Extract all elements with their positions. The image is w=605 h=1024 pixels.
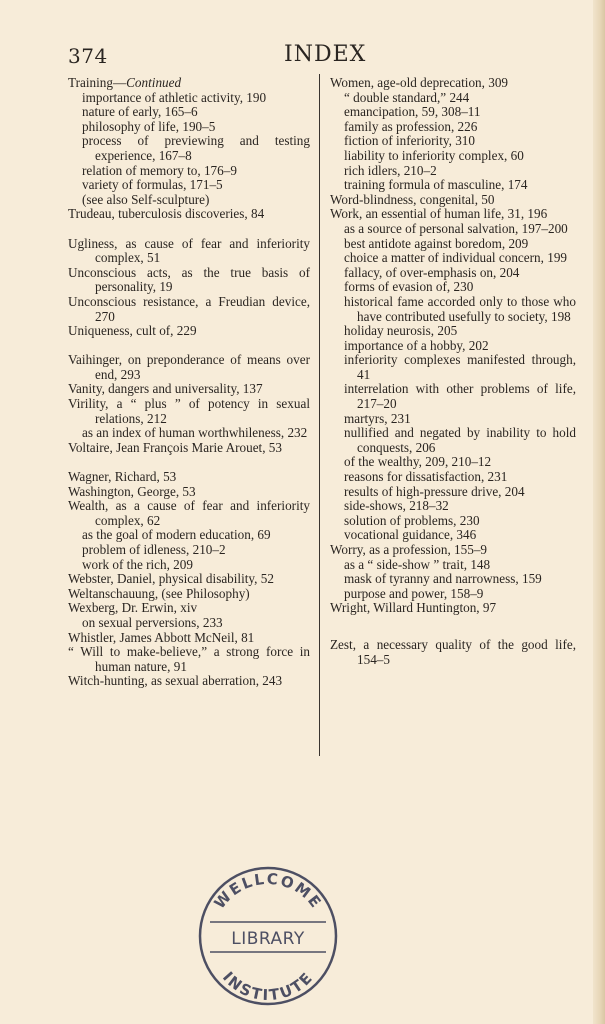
index-entry	[68, 587, 310, 602]
entry-text: historical fame accorded only to those who have contributed usefully to society, 198	[344, 293, 576, 324]
stamp-bottom-text: INSTITUTE	[219, 968, 318, 1005]
index-entry	[330, 543, 576, 558]
index-entry	[330, 193, 576, 208]
index-subentry	[330, 134, 576, 149]
entry-text: “ Will to make-believe,” a strong force in human nature, 91	[68, 644, 310, 674]
entry-text: work of the rich, 209	[82, 556, 193, 572]
index-entry	[68, 499, 310, 528]
entry-text: Washington, George, 53	[68, 483, 196, 499]
index-subentry	[68, 543, 310, 558]
entry-text: Virility, a “ plus ” of potency in sexual relations, 212	[68, 396, 310, 426]
entry-text: results of high-pressure drive, 204	[344, 483, 525, 499]
entry-text: Uniqueness, cult of, 229	[68, 323, 197, 339]
entry-text: variety of formulas, 171–5	[82, 177, 223, 193]
page-header	[68, 42, 575, 70]
entry-text: as an index of human worthwhileness, 232	[82, 425, 308, 441]
entry-text: Voltaire, Jean François Marie Arouet, 53	[68, 439, 282, 455]
entry-text: fiction of inferiority, 310	[344, 133, 475, 149]
index-entry	[68, 295, 310, 324]
index-subentry	[68, 426, 310, 441]
index-entry	[68, 441, 310, 456]
index-entry	[68, 266, 310, 295]
index-subentry	[330, 587, 576, 602]
index-entry	[68, 382, 310, 397]
index-entry	[330, 76, 576, 91]
index-subentry	[330, 295, 576, 324]
entry-text: interrelation with other problems of life, 217–20	[344, 381, 576, 412]
index-subentry	[68, 178, 310, 193]
index-subentry	[330, 528, 576, 543]
index-entry	[68, 631, 310, 646]
entry-text: liability to inferiority complex, 60	[344, 147, 524, 163]
stamp-center-text: LIBRARY	[231, 929, 305, 949]
entry-text: Vanity, dangers and universality, 137	[68, 381, 263, 397]
entry-text: (see also Self-sculpture)	[82, 191, 210, 207]
index-subentry	[68, 105, 310, 120]
index-entry	[68, 353, 310, 382]
index-subentry	[330, 485, 576, 500]
index-entry	[68, 397, 310, 426]
entry-text: as the goal of modern education, 69	[82, 527, 271, 543]
entry-text: importance of a hobby, 202	[344, 337, 489, 353]
entry-gap	[68, 339, 310, 354]
entry-text: as a source of personal salvation, 197–200	[344, 220, 568, 236]
index-subentry	[330, 499, 576, 514]
index-column-left	[68, 76, 310, 689]
entry-text: Work, an essential of human life, 31, 196	[330, 206, 548, 222]
index-subentry	[330, 412, 576, 427]
index-subentry	[68, 616, 310, 631]
index-subentry	[68, 528, 310, 543]
index-subentry	[330, 237, 576, 252]
entry-text: Wagner, Richard, 53	[68, 469, 177, 485]
index-entry	[68, 76, 310, 91]
entry-text: choice a matter of individual concern, 199	[344, 250, 568, 266]
index-subentry	[330, 339, 576, 354]
page-number: 374	[68, 44, 108, 68]
index-subentry	[330, 470, 576, 485]
index-subentry	[330, 426, 576, 455]
index-entry	[330, 638, 576, 667]
entry-text: Whistler, James Abbott McNeil, 81	[68, 629, 255, 645]
index-subentry	[68, 134, 310, 163]
entry-gap	[68, 455, 310, 470]
entry-text: Wright, Willard Huntington, 97	[330, 600, 497, 616]
entry-text: forms of evasion of, 230	[344, 279, 474, 295]
index-subentry	[330, 266, 576, 281]
entry-text: solution of problems, 230	[344, 512, 480, 528]
entry-text: Webster, Daniel, physical disability, 52	[68, 571, 274, 587]
entry-text: emancipation, 59, 308–11	[344, 104, 481, 120]
entry-text: Trudeau, tuberculosis discoveries, 84	[68, 206, 265, 222]
entry-text: philosophy of life, 190–5	[82, 118, 216, 134]
index-entry	[68, 601, 310, 616]
index-subentry	[330, 178, 576, 193]
index-entry	[330, 207, 576, 222]
page-edge	[593, 0, 605, 1024]
entry-text: Witch-hunting, as sexual aberration, 243	[68, 673, 283, 689]
index-column-right	[330, 76, 576, 667]
index-subentry	[330, 324, 576, 339]
index-subentry	[68, 120, 310, 135]
entry-text: fallacy, of over-emphasis on, 204	[344, 264, 520, 280]
index-entry	[68, 572, 310, 587]
index-subentry	[330, 280, 576, 295]
index-entry	[68, 485, 310, 500]
index-entry	[68, 207, 310, 222]
page-title: INDEX	[284, 42, 367, 67]
index-subentry	[330, 149, 576, 164]
column-divider	[319, 74, 320, 756]
entry-text: purpose and power, 158–9	[344, 585, 484, 601]
entry-text: mask of tyranny and narrowness, 159	[344, 571, 542, 587]
index-entry	[68, 237, 310, 266]
entry-text: best antidote against boredom, 209	[344, 235, 529, 251]
entry-text: Zest, a necessary quality of the good life, 154–5	[330, 636, 576, 667]
index-subentry	[330, 572, 576, 587]
index-subentry	[68, 164, 310, 179]
entry-text: Wexberg, Dr. Erwin, xiv	[68, 600, 198, 616]
entry-text: “ double standard,” 244	[344, 89, 470, 105]
entry-text: as a “ side-show ” trait, 148	[344, 556, 491, 572]
entry-text: nullified and negated by inability to hold conquests, 206	[344, 425, 576, 455]
entry-gap	[330, 616, 576, 638]
entry-text: Wealth, as a cause of fear and inferiority complex, 62	[68, 498, 310, 528]
index-subentry	[330, 455, 576, 470]
entry-text: family as profession, 226	[344, 118, 478, 134]
index-subentry	[330, 251, 576, 266]
entry-text: rich idlers, 210–2	[344, 162, 437, 178]
entry-text: Word-blindness, congenital, 50	[330, 191, 495, 207]
entry-text: Training—	[68, 75, 127, 90]
entry-text: of the wealthy, 209, 210–12	[344, 454, 492, 470]
entry-text: vocational guidance, 346	[344, 527, 477, 543]
index-subentry	[330, 514, 576, 529]
entry-text: Unconscious resistance, a Freudian device, 270	[68, 293, 310, 324]
index-subentry	[68, 91, 310, 106]
entry-continued-label: Continued	[126, 75, 182, 90]
entry-text: Ugliness, as cause of fear and inferiority complex, 51	[68, 235, 310, 266]
entry-text: importance of athletic activity, 190	[82, 89, 267, 105]
index-subentry	[330, 91, 576, 106]
entry-text: Unconscious acts, as the true basis of personality, 19	[68, 264, 310, 295]
entry-text: holiday neurosis, 205	[344, 323, 458, 339]
entry-text: relation of memory to, 176–9	[82, 162, 237, 178]
entry-text: training formula of masculine, 174	[344, 177, 528, 193]
entry-text: side-shows, 218–32	[344, 498, 449, 514]
index-entry	[68, 645, 310, 674]
entry-text: inferiority complexes manifested through, 41	[344, 352, 576, 382]
index-subentry	[68, 193, 310, 208]
index-subentry	[330, 382, 576, 411]
index-subentry	[68, 558, 310, 573]
entry-text: Worry, as a profession, 155–9	[330, 542, 488, 557]
index-entry	[68, 674, 310, 689]
index-subentry	[330, 120, 576, 135]
index-entry	[68, 324, 310, 339]
entry-text: on sexual perversions, 233	[82, 614, 223, 630]
entry-text: martyrs, 231	[344, 410, 411, 426]
index-entry	[330, 601, 576, 616]
index-entry	[68, 470, 310, 485]
entry-text: problem of idleness, 210–2	[82, 542, 226, 557]
entry-text: Weltanschauung, (see Philosophy)	[68, 585, 250, 601]
index-subentry	[330, 105, 576, 120]
entry-text: process of previewing and testing experience, 167–8	[82, 133, 310, 163]
index-subentry	[330, 164, 576, 179]
index-subentry	[330, 222, 576, 237]
entry-text: Women, age-old deprecation, 309	[330, 75, 509, 90]
entry-text: reasons for dissatisfaction, 231	[344, 469, 508, 485]
entry-text: nature of early, 165–6	[82, 104, 198, 120]
index-subentry	[330, 353, 576, 382]
entry-text: Vaihinger, on preponderance of means over end, 293	[68, 352, 310, 382]
index-subentry	[330, 558, 576, 573]
stamp-top-text: WELLCOME	[210, 869, 326, 913]
entry-gap	[68, 222, 310, 237]
wellcome-library-stamp	[196, 864, 340, 1008]
